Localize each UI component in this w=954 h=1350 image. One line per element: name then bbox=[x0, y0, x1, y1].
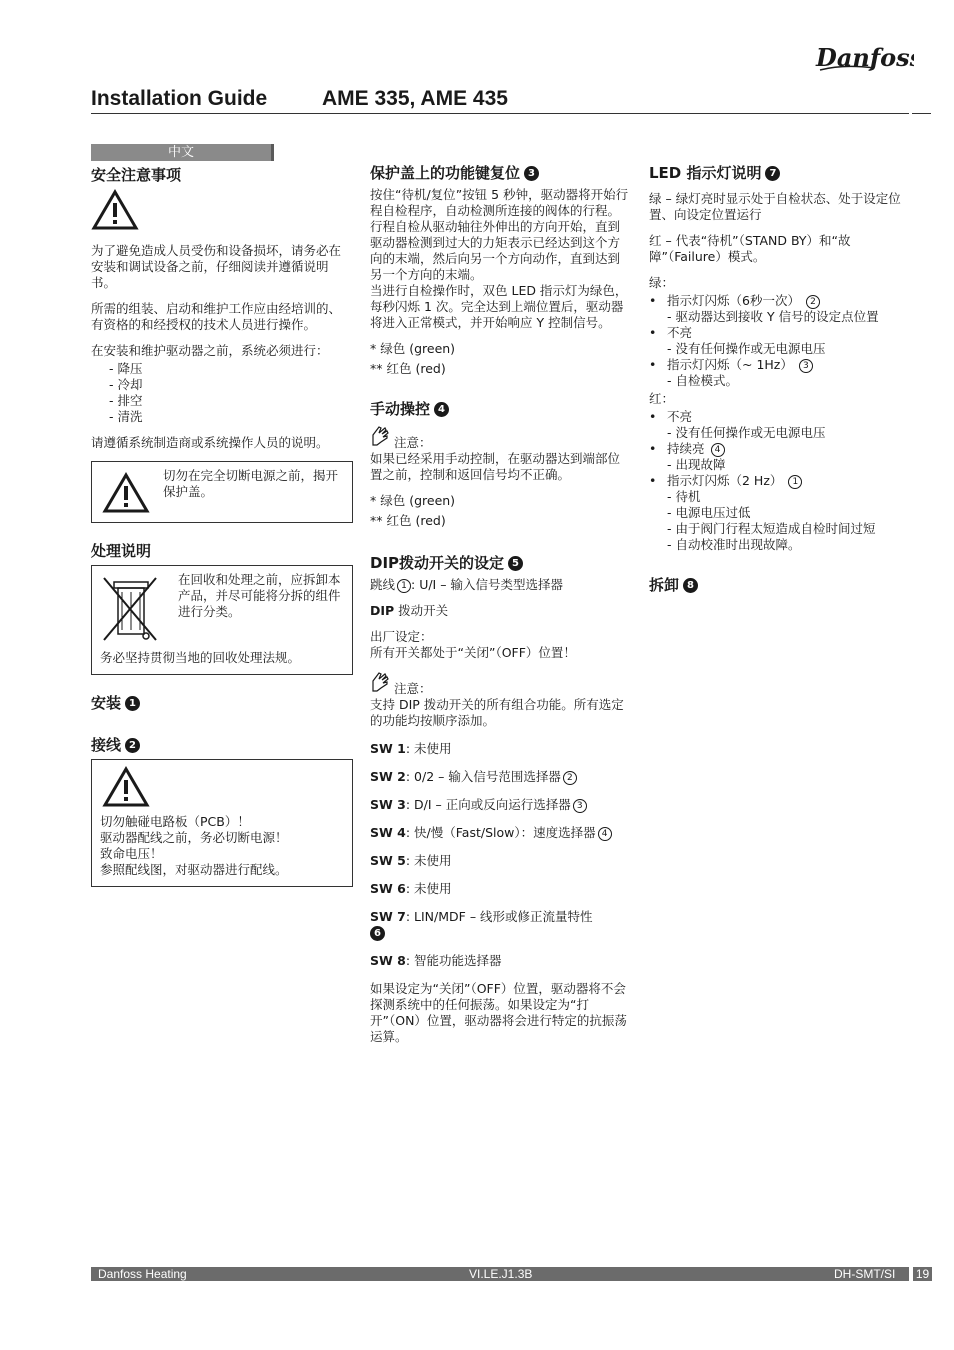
list-item: • 不亮 - 没有任何操作或无电源电压 bbox=[649, 325, 911, 357]
wiring-warning-line: 参照配线图，对驱动器进行配线。 bbox=[100, 862, 288, 877]
factory-setting-label: 出厂设定： bbox=[370, 629, 433, 644]
warning-icon bbox=[100, 472, 152, 518]
disposal-law-text: 务必坚持贯彻当地的回收处理法规。 bbox=[100, 650, 301, 665]
list-item: - 降压 bbox=[109, 361, 143, 376]
list-item: • 指示灯闪烁（2 Hz） 1 - 待机 - 电源电压过低 - 由于阀门行程太短造成自检时间过短 - 自动校准时出现故障。 bbox=[649, 473, 911, 553]
recycle-bin-icon bbox=[100, 572, 160, 648]
cover-warning-box bbox=[91, 461, 353, 523]
green-description: 绿 – 绿灯亮时显示处于自检状态、处于设定位置、向设定位置运行 bbox=[649, 191, 901, 222]
factory-setting-text: 所有开关都处于“关闭”（OFF）位置！ bbox=[370, 645, 576, 660]
circled-number: 4 bbox=[711, 443, 725, 457]
disposal-box bbox=[91, 565, 353, 675]
dip-title: DIP拨动开关的设定 5 bbox=[370, 553, 632, 573]
safety-paragraph-4: 请遵循系统制造商或系统操作人员的说明。 bbox=[91, 435, 329, 450]
step-number-badge: 4 bbox=[434, 402, 449, 417]
sw8-paragraph: 如果设定为“关闭”（OFF）位置，驱动器将不会探测系统中的任何振荡。如果设定为“打开”（ON）位置，驱动器将会进行特定的抗振荡运算。 bbox=[370, 981, 627, 1044]
sw2-row: SW 2: 0/2 – 输入信号范围选择器 2 bbox=[370, 769, 632, 785]
list-item: - 冷却 bbox=[109, 377, 143, 392]
safety-paragraph-2: 所需的组装、启动和维护工作应由经培训的、有资格的和经授权的技术人员进行操作。 bbox=[91, 301, 342, 332]
red-label: 红： bbox=[649, 391, 675, 406]
hand-icon bbox=[370, 671, 390, 697]
footer-dept: DH-SMT/SI bbox=[834, 1267, 896, 1281]
circled-number: 1 bbox=[397, 579, 411, 593]
circled-number: 2 bbox=[563, 771, 577, 785]
dip-label: DIP 拨动开关 bbox=[370, 603, 449, 618]
warning-icon bbox=[100, 766, 344, 812]
reset-paragraph-1: 按住“待机/复位”按钮 5 秒钟，驱动器将开始行程自检程序，自动检测所连接的阀体的行程。行程自检从驱动轴往外伸出的方向开始，直到驱动器检测到过大的力矩表示已经达到这个方向的末端，然后向另一个方向动作，直到达到另一个方向的末端。 bbox=[370, 187, 629, 282]
column-1 bbox=[91, 144, 353, 905]
page-title: Installation Guide bbox=[91, 87, 268, 110]
cover-warning-text: 切勿在完全切断电源之前，揭开保护盖。 bbox=[163, 468, 339, 499]
footer-code: VI.LE.J1.3B bbox=[469, 1267, 533, 1281]
step-number-badge: 5 bbox=[508, 556, 523, 571]
circled-number: 3 bbox=[573, 799, 587, 813]
disposal-title: 处理说明 bbox=[91, 542, 152, 560]
safety-paragraph-1: 为了避免造成人员受伤和设备损坏，请务必在安装和调试设备之前，仔细阅读并遵循说明书。 bbox=[91, 243, 342, 290]
product-model: AME 335, AME 435 bbox=[322, 87, 508, 110]
step-number-badge: 8 bbox=[683, 578, 698, 593]
column-2 bbox=[370, 163, 632, 1055]
safety-steps bbox=[91, 361, 353, 425]
circled-number: 1 bbox=[788, 475, 802, 489]
circled-number: 2 bbox=[806, 295, 820, 309]
legend-green: * 绿色 (green) bbox=[370, 341, 456, 356]
list-item: • 指示灯闪烁（~ 1Hz） 3 - 自检模式。 bbox=[649, 357, 911, 389]
wiring-warning-line: 切勿触碰电路板（PCB）！ bbox=[100, 814, 250, 829]
sw8-row: SW 8: 智能功能选择器 bbox=[370, 953, 502, 968]
manual-title: 手动操控 4 bbox=[370, 399, 632, 419]
install-title: 安装 1 bbox=[91, 693, 353, 713]
reset-paragraph-2: 当进行自检操作时，双色 LED 指示灯为绿色，每秒闪烁 1 次。完全达到上端位置后，驱动器将进入正常模式，并开始响应 Y 控制信号。 bbox=[370, 283, 628, 330]
reset-title: 保护盖上的功能键复位 3 bbox=[370, 163, 632, 183]
page-number: 19 bbox=[913, 1267, 932, 1281]
disposal-text: 在回收和处理之前，应拆卸本产品，并尽可能将分拆的组件进行分类。 bbox=[178, 572, 341, 619]
list-item: - 排空 bbox=[109, 393, 143, 408]
list-item: • 持续亮 4 - 出现故障 bbox=[649, 441, 911, 473]
step-number-badge: 6 bbox=[370, 926, 385, 941]
step-number-badge: 2 bbox=[125, 738, 140, 753]
step-number-badge: 1 bbox=[125, 696, 140, 711]
dip-note-text: 支持 DIP 拨动开关的所有组合功能。所有选定的功能均按顺序添加。 bbox=[370, 697, 624, 728]
footer-company: Danfoss Heating bbox=[98, 1267, 187, 1281]
header-divider bbox=[91, 113, 909, 114]
circled-number: 4 bbox=[598, 827, 612, 841]
wiring-warning-line: 致命电压！ bbox=[100, 846, 163, 861]
sw6-row: SW 6: 未使用 bbox=[370, 881, 452, 896]
hand-icon bbox=[370, 425, 390, 451]
sw7-row: SW 7: LIN/MDF – 线形或修正流量特性 6 bbox=[370, 909, 593, 939]
manual-paragraph: 如果已经采用手动控制，在驱动器达到端部位置之前，控制和返回信号均不正确。 bbox=[370, 451, 621, 482]
manual-note: 注意： bbox=[370, 425, 632, 451]
legend-green: * 绿色 (green) bbox=[370, 493, 456, 508]
column-3 bbox=[649, 163, 911, 599]
dip-note: 注意： bbox=[370, 671, 632, 697]
dip-jumper: 跳线 1 : U/I – 输入信号类型选择器 bbox=[370, 577, 563, 592]
list-item: - 清洗 bbox=[109, 409, 143, 424]
sw5-row: SW 5: 未使用 bbox=[370, 853, 452, 868]
led-title: LED 指示灯说明 7 bbox=[649, 163, 911, 183]
dismantle-title: 拆卸 8 bbox=[649, 575, 911, 595]
warning-icon bbox=[91, 189, 353, 231]
list-item: • 不亮 - 没有任何操作或无电源电压 bbox=[649, 409, 911, 441]
danfoss-logo bbox=[814, 40, 914, 74]
red-description: 红 – 代表“待机”（STAND BY）和“故障”（Failure）模式。 bbox=[649, 233, 851, 264]
legend-red: ** 红色 (red) bbox=[370, 513, 446, 528]
list-item: • 指示灯闪烁（6秒一次） 2 - 驱动器达到接收 Y 信号的设定点位置 bbox=[649, 293, 911, 325]
header-divider-short bbox=[912, 113, 931, 114]
red-states bbox=[649, 409, 911, 553]
language-tab: 中文 bbox=[91, 144, 274, 161]
safety-paragraph-3: 在安装和维护驱动器之前，系统必须进行： bbox=[91, 343, 329, 358]
circled-number: 3 bbox=[799, 359, 813, 373]
step-number-badge: 3 bbox=[524, 166, 539, 181]
safety-title: 安全注意事项 bbox=[91, 166, 182, 184]
green-label: 绿： bbox=[649, 275, 675, 290]
green-states bbox=[649, 293, 911, 389]
sw1-row: SW 1: 未使用 bbox=[370, 741, 452, 756]
wiring-title: 接线 2 bbox=[91, 735, 353, 755]
sw3-row: SW 3: D/I – 正向或反向运行选择器 3 bbox=[370, 797, 632, 813]
step-number-badge: 7 bbox=[765, 166, 780, 181]
sw4-row: SW 4: 快/慢（Fast/Slow）：速度选择器 4 bbox=[370, 825, 632, 841]
legend-red: ** 红色 (red) bbox=[370, 361, 446, 376]
wiring-warning-box bbox=[91, 759, 353, 887]
wiring-warning-line: 驱动器配线之前，务必切断电源！ bbox=[100, 830, 288, 845]
svg-text:Danfoss: Danfoss bbox=[816, 43, 914, 72]
